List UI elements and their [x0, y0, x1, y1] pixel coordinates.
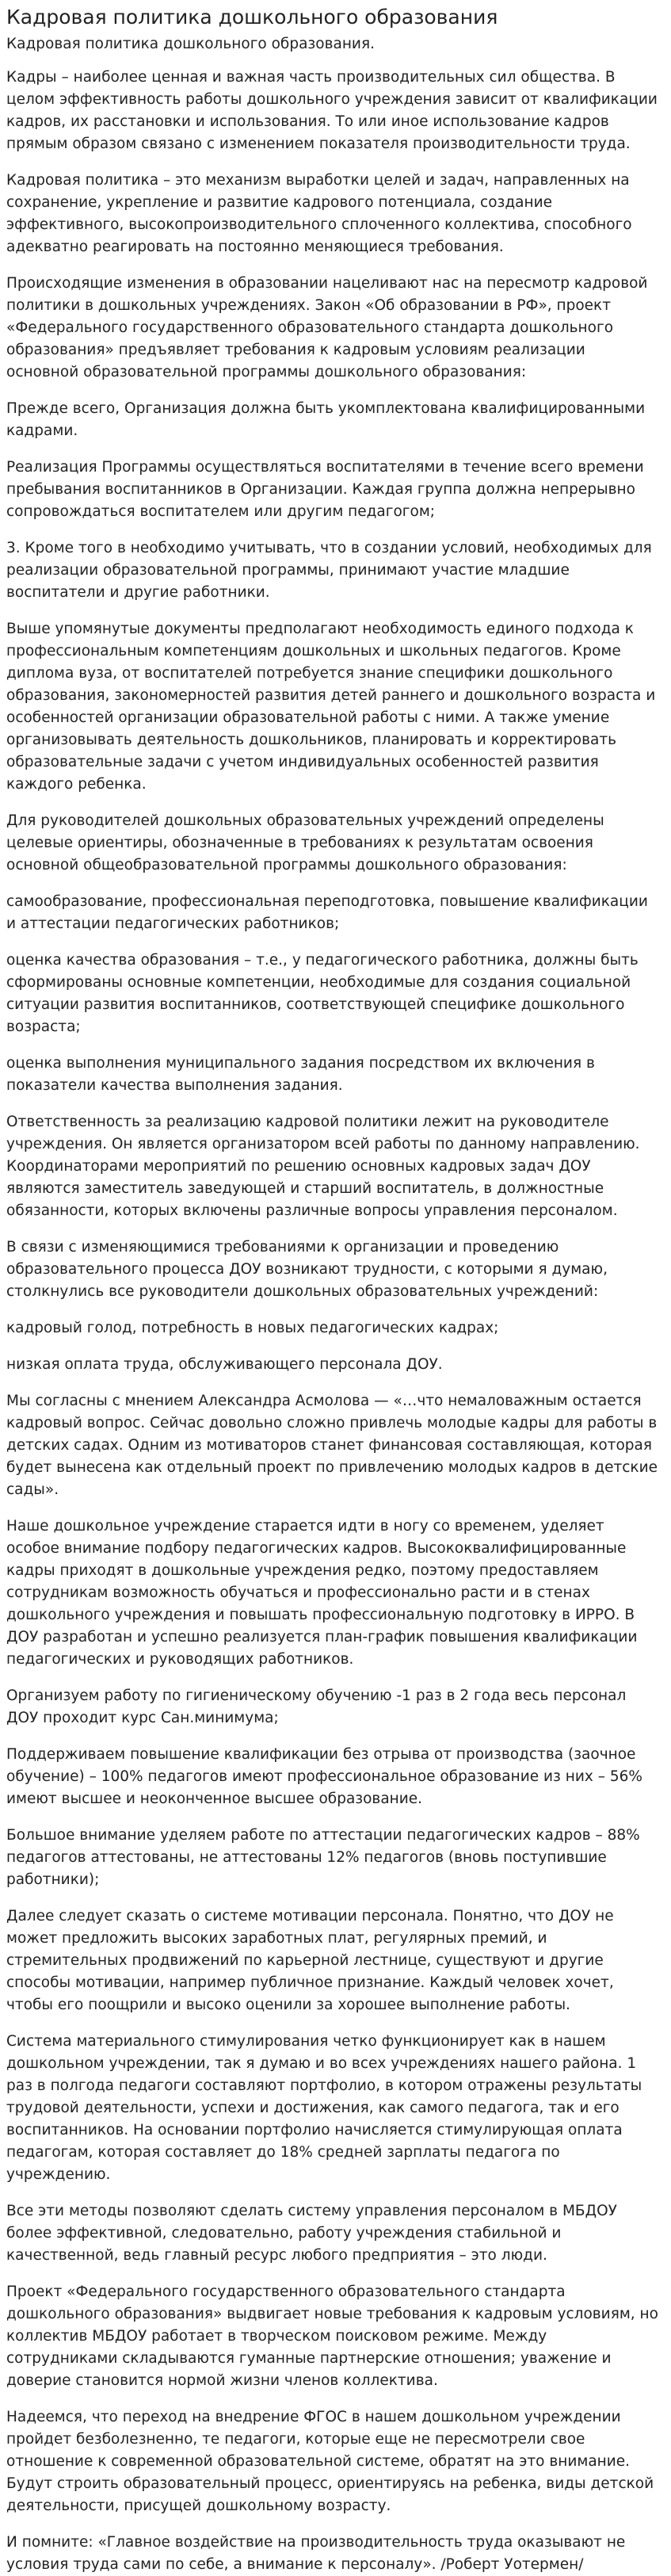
paragraph: Далее следует сказать о системе мотивации персонала. Понятно, что ДОУ не может предложить высоких заработных плат, регулярных премий, и стремительных продвижений по карьерной лестнице, существуют и другие способы мотивации, например публичное признание. Каждый человек хочет, чтобы его поощрили и высоко оценили за хорошее выполнение работы.: [6, 1908, 614, 2013]
paragraph: Наше дошкольное учреждение старается идти в ногу со временем, уделяет особое внимание подбору педагогических кадров. Высококвалифицированные кадры приходят в дошкольные учреждения редко, поэтому предоставляем сотрудникам возможность обучаться и профессионально расти и в стенах дошкольного учреждения и повышать профессиональную подготовку в ИРРО. В ДОУ разработан и успешно реализуется план-график повышения квалификации педагогических и руководящих работников.: [6, 1518, 638, 1668]
paragraph: 3. Кроме того в необходимо учитывать, что в создании условий, необходимых для реализации образовательной программы, принимают участие младшие воспитатели и другие работники.: [6, 540, 652, 601]
paragraph: оценка выполнения муниципального задания посредством их включения в показатели качества выполнения задания.: [6, 1055, 595, 1094]
paragraph: Кадры – наиболее ценная и важная часть производительных сил общества. В целом эффективность работы дошкольного учреждения зависит от квалификации кадров, их расстановки и использования. То или иное использование кадров прямым образом связано с изменением показателя производительности труда.: [6, 69, 658, 152]
paragraph: Реализация Программы осуществляться воспитателями в течение всего времени пребывания воспитанников в Организации. Каждая группа должна непрерывно сопровождаться воспитателем или другим педагогом;: [6, 459, 644, 520]
paragraph: Происходящие изменения в образовании нацеливают нас на пересмотр кадровой политики в дошкольных учреждениях. Закон «Об образовании в РФ», проект «Федерального государственного образовательного стандарта дошкольного образования» предъявляет требования к кадровым условиям реализации основной образовательной программы дошкольного образования:: [6, 275, 648, 380]
paragraph: Надеемся, что переход на внедрение ФГОС в нашем дошкольном учреждении пройдет безболезненно, те педагоги, которые еще не пересмотрели свое отношение к современной образовательной системе, обратят на это внимание. Будут строить образовательный процесс, ориентируясь на ребенка, виды детской деятельности, присущей дошкольному возрасту.: [6, 2409, 654, 2514]
paragraph: Ответственность за реализацию кадровой политики лежит на руководителе учреждения. Он является организатором всей работы по данному направлению. Координаторами мероприятий по решению основных кадровых задач ДОУ являются заместитель заведующей и старший воспитатель, в должностные обязанности, которых включены различные вопросы управления персоналом.: [6, 1114, 640, 1219]
page-title: Кадровая политика дошкольного образования: [6, 6, 498, 29]
article-body: [6, 33, 661, 2576]
article-subtitle: Кадровая политика дошкольного образования.: [6, 36, 375, 52]
paragraph: кадровый голод, потребность в новых педагогических кадрах;: [6, 1320, 499, 1336]
paragraph: Проект «Федерального государственного образовательного стандарта дошкольного образования» выдвигает новые требования к кадровым условиям, но коллектив МБДОУ работает в творческом поисковом режиме. Между сотрудниками складываются гуманные партнерские отношения; уважение и доверие становится нормой жизни членов коллектива.: [6, 2284, 658, 2389]
paragraph: Поддерживаем повышение квалификации без отрыва от производства (заочное обучение) – 100% педагогов имеют профессиональное образование из них – 56% имеют высшее и неоконченное высшее образование.: [6, 1746, 642, 1807]
paragraph: Организуем работу по гигиеническому обучению -1 раз в 2 года весь персонал ДОУ проходит курс Сан.минимума;: [6, 1687, 627, 1726]
paragraph: Мы согласны с мнением Александра Асмолова — «…что немаловажным остается кадровый вопрос. Сейчас довольно сложно привлечь молодые кадры для работы в детских садах. Одним из мотиваторов станет финансовая составляющая, которая будет вынесена как отдельный проект по привлечению молодых кадров в детские сады».: [6, 1393, 658, 1498]
paragraph: В связи с изменяющимися требованиями к организации и проведению образовательного процесса ДОУ возникают трудности, с которыми я думаю, столкнулись все руководители дошкольных образовательных учреждений:: [6, 1239, 608, 1300]
paragraph: Все эти методы позволяют сделать систему управления персоналом в МБДОУ более эффективной, следовательно, работу учреждения стабильной и качественной, ведь главный ресурс любого предприятия – это люди.: [6, 2203, 617, 2264]
paragraph: Система материального стимулирования четко функционирует как в нашем дошкольном учреждении, так я думаю и во всех учреждениях нашего района. 1 раз в полгода педагоги составляют портфолио, в котором отражены результаты трудовой деятельности, успехи и достижения, как самого педагога, так и его воспитанников. На основании портфолио начисляется стимулирующая оплата педагогам, которая составляет до 18% средней зарплаты педагога по учреждению.: [6, 2033, 642, 2183]
paragraph: Кадровая политика – это механизм выработки целей и задач, направленных на сохранение, укрепление и развитие кадрового потенциала, создание эффективного, высокопроизводительного сплоченного коллектива, способного адекватно реагировать на постоянно меняющиеся требования.: [6, 172, 632, 255]
paragraph: Выше упомянутые документы предполагают необходимость единого подхода к профессиональным компетенциям дошкольных и школьных педагогов. Кроме диплома вуза, от воспитателей потребуется знание специфики дошкольного образования, закономерностей развития детей раннего и дошкольного возраста и особенностей организации образовательной работы с ними. А также умение организовывать деятельность дошкольников, планировать и корректировать образовательные задачи с учетом индивидуальных особенностей развития каждого ребенка.: [6, 621, 656, 793]
paragraph: низкая оплата труда, обслуживающего персонала ДОУ.: [6, 1356, 443, 1373]
paragraph: Для руководителей дошкольных образовательных учреждений определены целевые ориентиры, обозначенные в требованиях к результатам освоения основной общеобразовательной программы дошкольного образования:: [6, 812, 604, 873]
paragraph: Большое внимание уделяем работе по аттестации педагогических кадров – 88% педагогов аттестованы, не аттестованы 12% педагогов (вновь поступившие работники);: [6, 1827, 640, 1888]
closing-quote: И помните: «Главное воздействие на производительность труда оказывают не условия труда сами по себе, а внимание к персоналу». /Роберт Уотермен/: [6, 2534, 626, 2573]
paragraph: самообразование, профессиональная переподготовка, повышение квалификации и аттестации педагогических работников;: [6, 893, 648, 932]
paragraph: оценка качества образования – т.е., у педагогического работника, должны быть сформированы основные компетенции, необходимые для создания социальной ситуации развития воспитанников, соответствующей специфике дошкольного возраста;: [6, 952, 639, 1035]
paragraph: Прежде всего, Организация должна быть укомплектована квалифицированными кадрами.: [6, 400, 646, 439]
